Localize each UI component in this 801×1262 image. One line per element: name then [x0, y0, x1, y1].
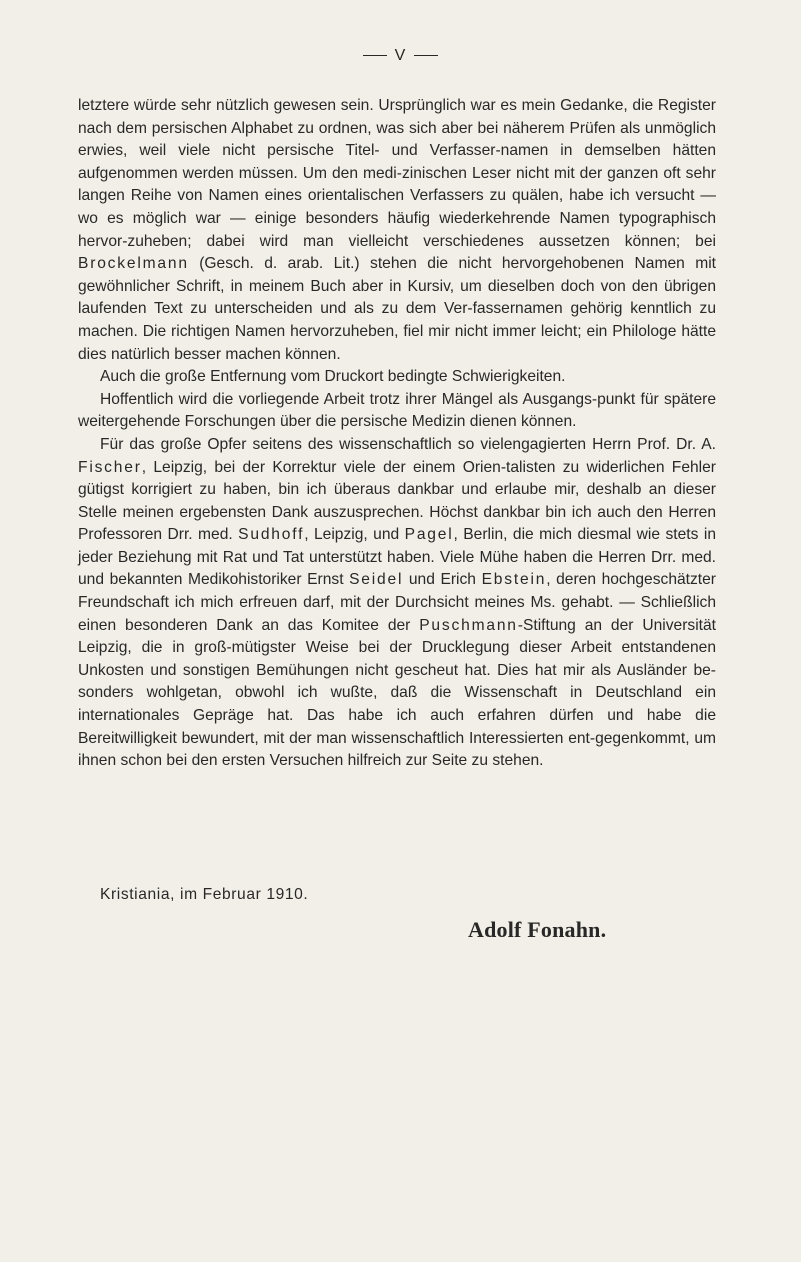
text-run: und Erich	[403, 571, 482, 589]
paragraph-2	[78, 366, 716, 389]
text-run: Hoffentlich wird die vorliegende Arbeit trotz ihrer Mängel als Ausgangs-punkt für spätere weitergehende Forschungen über die persische Medizin dienen können.	[78, 390, 716, 431]
page-header	[0, 47, 801, 65]
text-run: , deren hochgeschätzter Freundschaft ich mich erfreuen darf, mit der Durchsicht meines Ms. gehabt. — Schließlich einen besonderen Dank an das Komitee der	[78, 571, 716, 634]
paragraph-3	[78, 389, 716, 434]
spaced-name: Ebstein	[481, 571, 547, 589]
paragraph-4	[78, 434, 716, 773]
spaced-name: Puschmann	[419, 616, 518, 634]
dateline: Kristiania, im Februar 1910.	[100, 886, 309, 903]
text-run: letztere würde sehr nützlich gewesen sein. Ursprünglich war es mein Gedanke, die Register nach dem persischen Alphabet zu ordnen, was sich aber bei näherem Prüfen als unmöglich erwies, weil viele nicht persische Titel- und Verfasser-namen in demselben hätten aufgenommen werden müssen. Um den medi-zinischen Leser nicht mit der ganzen oft sehr langen Reihe von Namen eines orientalischen Verfassers zu quälen, habe ich versucht — wo es möglich war — einige besonders häufig wiederkehrende Namen typographisch hervor-zuheben; dabei wird man vielleicht verschiedenes aussetzen können; bei	[78, 97, 716, 250]
text-run: , Berlin, die mich diesmal wie stets in jeder Beziehung mit Rat und Tat unterstützt haben. Viele Mühe haben die Herren Drr. med. und bekannten Medikohistoriker Ernst	[78, 526, 716, 589]
header-dash-right	[414, 55, 438, 56]
text-run: , Leipzig, bei der Korrektur viele der einem Orien-talisten zu widerlichen Fehler gütigst korrigiert zu haben, bin ich überaus dankbar und erlaube mir, deshalb an dieser Stelle meinen ergebensten Dank auszusprechen. Höchst dankbar bin ich auch den Herren Professoren Drr. med.	[78, 458, 716, 544]
spaced-name: Seidel	[349, 571, 404, 589]
page-number: V	[394, 47, 407, 64]
spaced-name: Sudhoff	[238, 526, 305, 544]
author-signature: Adolf Fonahn.	[468, 917, 607, 942]
spaced-name: Pagel	[404, 526, 454, 544]
text-run: , Leipzig, und	[304, 526, 405, 544]
spaced-name: Fischer	[78, 458, 142, 476]
text-run: Für das große Opfer seitens des wissenschaftlich so vielengagierten Herrn Prof. Dr. A.	[100, 435, 716, 453]
spaced-name: Brockelmann	[78, 255, 189, 273]
paragraph-1	[78, 95, 716, 366]
header-dash-left	[363, 55, 387, 56]
body-text	[78, 95, 716, 773]
text-run: Auch die große Entfernung vom Druckort bedingte Schwierigkeiten.	[100, 368, 566, 386]
text-run: -Stiftung an der Universität Leipzig, die in groß-mütigster Weise bei der Drucklegung dieser Arbeit entstandenen Unkosten und sonstigen Bemühungen nicht gescheut hat. Dies hat mir als Ausländer be-sonders wohlgetan, obwohl ich wußte, daß die Wissenschaft in Deutschland ein internationales Gepräge hat. Das habe ich auch erfahren dürfen und habe die Bereitwilligkeit bewundert, mit der man wissenschaftlich Interessierten ent-gegenkommt, um ihnen schon bei den ersten Versuchen hilfreich zur Seite zu stehen.	[78, 616, 716, 770]
text-run: (Gesch. d. arab. Lit.) stehen die nicht hervorgehobenen Namen mit gewöhnlicher Schrift, in meinem Buch aber in Kursiv, um dieselben doch von den übrigen laufenden Text zu unterscheiden und als zu dem Ver-fassernamen gehörig kenntlich zu machen. Die richtigen Namen hervorzuheben, fiel mir nicht immer leicht; ein Philologe hätte dies natürlich besser machen können.	[78, 255, 716, 363]
